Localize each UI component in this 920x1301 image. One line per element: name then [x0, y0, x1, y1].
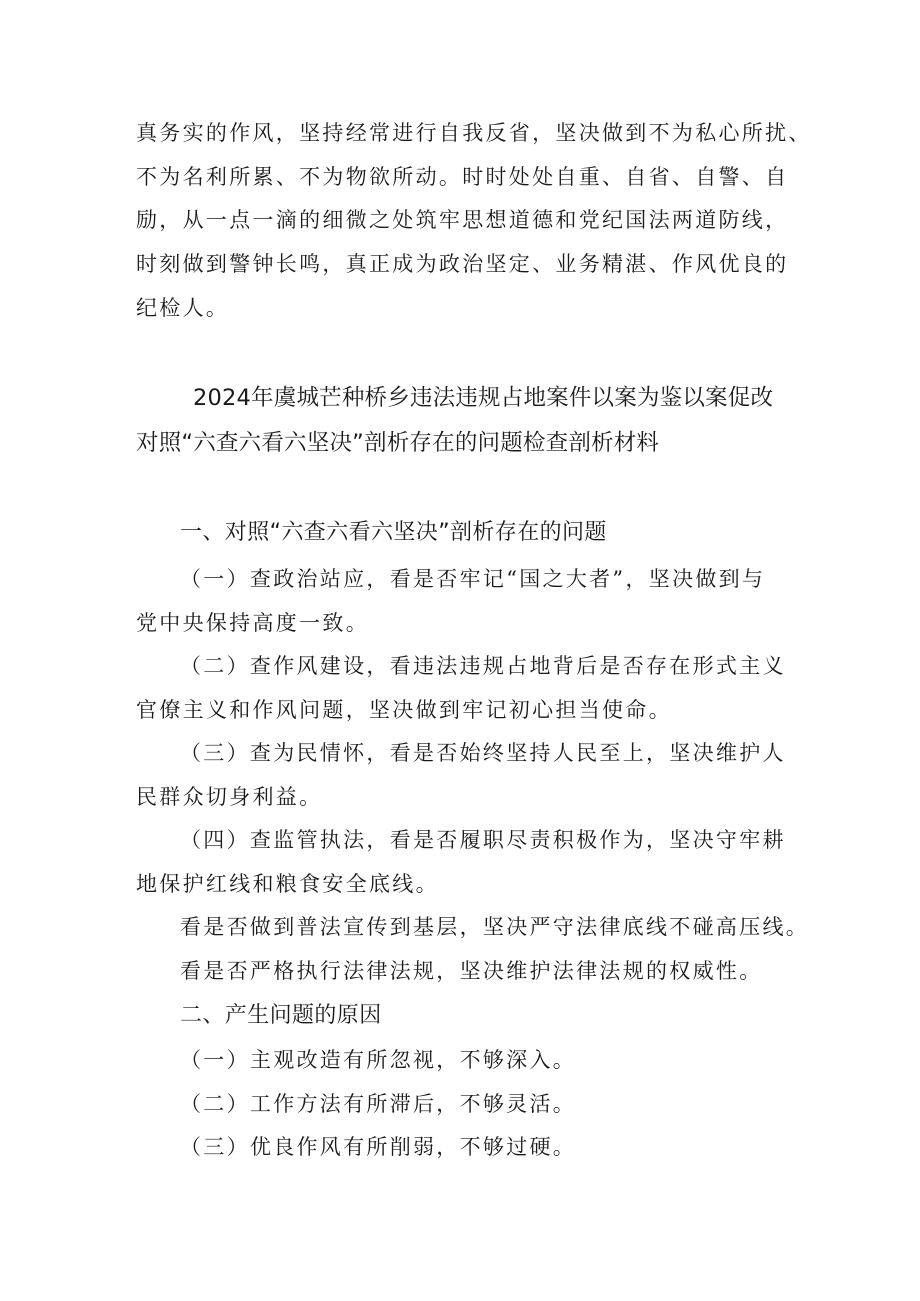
intro-line-5: 纪检人。	[136, 296, 230, 320]
item-line: （一）查政治站应，看是否牢记“国之大者”，坚决做到与	[180, 567, 766, 591]
item-line: 官僚主义和作风问题，坚决做到牢记初心担当使命。	[136, 698, 672, 722]
item-line: （二）查作风建设，看违法违规占地背后是否存在形式主义	[180, 654, 786, 678]
section-1-heading: 一、对照“六查六看六坚决”剖析存在的问题	[180, 520, 607, 545]
item-line: （三）查为民情怀，看是否始终坚持人民至上，坚决维护人	[180, 741, 786, 765]
intro-line-2: 不为名利所累、不为物欲所动。时时处处自重、自省、自警、自	[136, 165, 789, 189]
item-line: （四）查监管执法，看是否履职尽责积极作为，坚决守牢耕	[180, 828, 786, 852]
title-line-1: 2024年虞城芒种桥乡违法违规占地案件以案为鉴以案促改	[193, 385, 774, 411]
title-line-2: 对照“六查六看六坚决”剖析存在的问题检查剖析材料	[136, 430, 660, 456]
item-line: 民群众切身利益。	[136, 785, 323, 809]
intro-line-3: 励，从一点一滴的细微之处筑牢思想道德和党纪国法两道防线，	[136, 208, 789, 232]
section-2-item-2: （二）工作方法有所滞后，不够灵活。	[180, 1092, 577, 1116]
item-line: 党中央保持高度一致。	[136, 611, 369, 635]
item-line: 地保护红线和粮食安全底线。	[136, 872, 439, 896]
intro-line-1: 真务实的作风，坚持经常进行自我反省，坚决做到不为私心所扰、	[136, 121, 812, 145]
section-2-item-3: （三）优良作风有所削弱，不够过硬。	[180, 1135, 577, 1159]
section-1-extra-line-1: 看是否做到普法宣传到基层，坚决严守法律底线不碰高压线。	[180, 915, 810, 939]
section-2-item-1: （一）主观改造有所忽视，不够深入。	[180, 1048, 577, 1072]
section-1-extra-line-2: 看是否严格执行法律法规，坚决维护法律法规的权威性。	[180, 959, 763, 983]
section-2-heading: 二、产生问题的原因	[180, 1003, 382, 1028]
intro-line-4: 时刻做到警钟长鸣，真正成为政治坚定、业务精湛、作风优良的	[136, 252, 789, 276]
